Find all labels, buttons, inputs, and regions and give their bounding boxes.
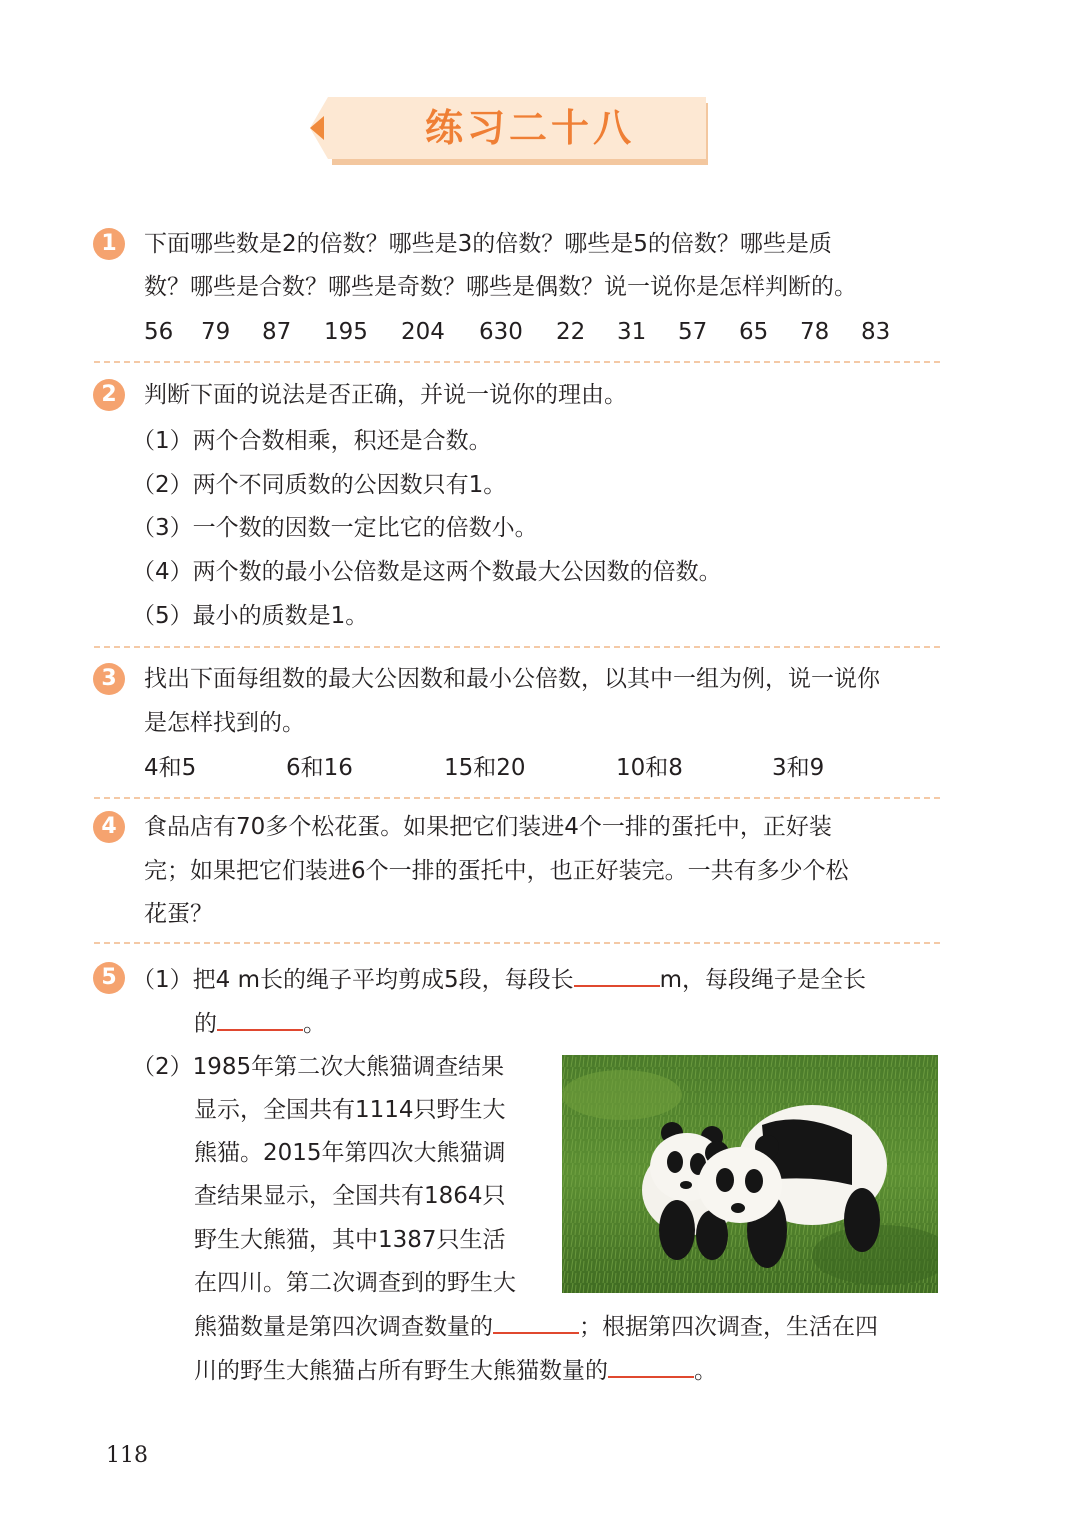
question-2-stem: 判断下面的说法是否正确，并说一说你的理由。 [144,382,627,408]
question-5-part-2-line [194,1310,878,1343]
question-5-part-2-line: 野生大熊猫，其中1387只生活 [194,1227,506,1253]
question-4-line-3: 花蛋？ [144,901,213,927]
part-2-text-b: ；根据第四次调查，生活在四 [579,1314,878,1340]
panda-photo [562,1055,938,1293]
question-1-number-item: 57 [678,319,708,345]
page-number: 118 [106,1443,148,1468]
question-1-number: 1 [93,228,125,260]
question-5-part-1-line-2 [194,1007,326,1040]
part-2-text-d: 。 [694,1358,717,1384]
part-1-text-b: m，每段绳子是全长 [659,967,867,993]
question-1-number-item: 83 [861,319,891,345]
question-1-number-item: 79 [201,319,231,345]
question-4-line-1: 食品店有70多个松花蛋。如果把它们装进4个一排的蛋托中，正好装 [144,814,832,840]
divider [94,942,940,944]
question-5-part-2-line: 在四川。第二次调查到的野生大 [194,1270,516,1296]
question-1-number-item: 78 [800,319,830,345]
divider [94,646,940,648]
question-1-number-item: 630 [479,319,523,345]
part-1-text-d: 。 [303,1011,326,1037]
question-5-part-2-line [194,1354,717,1387]
question-1-number-item: 204 [401,319,445,345]
question-2-number: 2 [93,379,125,411]
question-1-number-item: 22 [556,319,586,345]
question-1-number-item: 195 [324,319,368,345]
question-1-number-item: 87 [262,319,292,345]
question-5-part-2-line: 熊猫。2015年第四次大熊猫调 [194,1140,506,1166]
question-1-number-item: 31 [617,319,647,345]
question-1-number-item: 65 [739,319,769,345]
answer-blank[interactable] [574,963,660,987]
part-1-text-a: （1）把4 m长的绳子平均剪成5段，每段长 [132,967,574,993]
part-1-text-c: 的 [194,1011,217,1037]
part-2-text-a: 熊猫数量是第四次调查数量的 [194,1314,493,1340]
question-1-line-2: 数？哪些是合数？哪些是奇数？哪些是偶数？说一说你是怎样判断的。 [144,274,857,300]
divider [94,361,940,363]
question-2-item-2: （2）两个不同质数的公因数只有1。 [132,472,507,498]
question-3-pair: 4和5 [144,755,197,781]
part-2-text-c: 川的野生大熊猫占所有野生大熊猫数量的 [194,1358,608,1384]
answer-blank[interactable] [608,1354,694,1378]
page-title: 练习二十八 [424,105,635,150]
divider [94,797,940,799]
question-5-part-2-line: 查结果显示，全国共有1864只 [194,1183,506,1209]
banner-arrow-icon [310,116,324,140]
question-1-number-item: 56 [144,319,174,345]
question-3-pair: 10和8 [616,755,683,781]
question-2-item-5: （5）最小的质数是1。 [132,603,369,629]
question-1-line-1: 下面哪些数是2的倍数？哪些是3的倍数？哪些是5的倍数？哪些是质 [144,231,832,257]
question-5-part-1-line-1 [132,963,866,996]
question-3-number: 3 [93,663,125,695]
question-4-line-2: 完；如果把它们装进6个一排的蛋托中，也正好装完。一共有多少个松 [144,858,849,884]
question-3-pair: 3和9 [772,755,825,781]
question-5-part-2-line: （2）1985年第二次大熊猫调查结果 [132,1054,505,1080]
question-3-line-1: 找出下面每组数的最大公因数和最小公倍数，以其中一组为例，说一说你 [144,666,880,692]
question-2-item-1: （1）两个合数相乘，积还是合数。 [132,428,492,454]
answer-blank[interactable] [217,1007,303,1031]
question-5-number: 5 [93,962,125,994]
question-4-number: 4 [93,811,125,843]
question-5-part-2-line: 显示，全国共有1114只野生大 [194,1097,506,1123]
question-2-item-3: （3）一个数的因数一定比它的倍数小。 [132,515,538,541]
question-3-pair: 6和16 [286,755,353,781]
question-3-pair: 15和20 [444,755,526,781]
answer-blank[interactable] [493,1310,579,1334]
title-banner [310,97,710,167]
question-3-line-2: 是怎样找到的。 [144,710,305,736]
question-2-item-4: （4）两个数的最小公倍数是这两个数最大公因数的倍数。 [132,559,722,585]
